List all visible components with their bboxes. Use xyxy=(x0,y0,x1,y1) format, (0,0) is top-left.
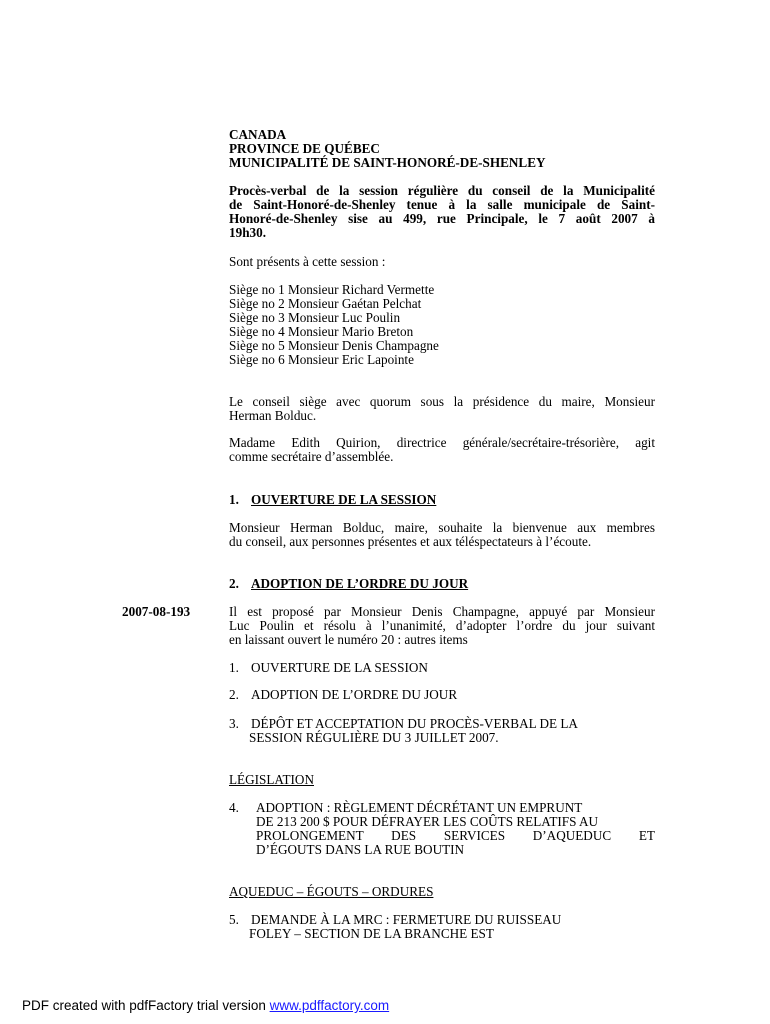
agenda-number: 2. xyxy=(229,687,239,702)
section-1-line: Monsieur Herman Bolduc, maire, souhaite la bienvenue aux membres xyxy=(229,520,655,535)
intro-line: Honoré-de-Shenley sise au 499, rue Principale, le 7 août 2007 à xyxy=(229,211,655,226)
agenda-number: 3. xyxy=(229,716,239,731)
agenda-number: 5. xyxy=(229,912,239,927)
quorum-line: Le conseil siège avec quorum sous la présidence du maire, Monsieur xyxy=(229,394,655,409)
agenda-label: FOLEY – SECTION DE LA BRANCHE EST xyxy=(249,926,494,941)
agenda-label: D’ÉGOUTS DANS LA RUE BOUTIN xyxy=(256,842,465,857)
siege-item: Siège no 2 Monsieur Gaétan Pelchat xyxy=(229,296,422,311)
section-2-heading xyxy=(229,577,655,591)
section-1-line: du conseil, aux personnes présentes et aux téléspectateurs à l’écoute. xyxy=(229,534,592,549)
intro-line: de Saint-Honoré-de-Shenley tenue à la salle municipale de Saint- xyxy=(229,197,655,212)
secretaire-line: Madame Edith Quirion, directrice générale/secrétaire-trésorière, agit xyxy=(229,435,655,450)
agenda-label: DEMANDE À LA MRC : FERMETURE DU RUISSEAU xyxy=(251,912,562,927)
intro-paragraph xyxy=(229,184,655,240)
agenda-label: SESSION RÉGULIÈRE DU 3 JUILLET 2007. xyxy=(249,730,499,745)
siege-item: Siège no 5 Monsieur Denis Champagne xyxy=(229,338,439,353)
header-country: CANADA xyxy=(229,127,287,142)
agenda-item-5 xyxy=(229,913,655,941)
section-title: OUVERTURE DE LA SESSION xyxy=(251,492,437,507)
intro-line: 19h30. xyxy=(229,225,267,240)
aqueduc-heading: AQUEDUC – ÉGOUTS – ORDURES xyxy=(229,884,434,899)
agenda-number: 1. xyxy=(229,660,239,675)
quorum-line: Herman Bolduc. xyxy=(229,408,317,423)
siege-item: Siège no 1 Monsieur Richard Vermette xyxy=(229,282,435,297)
footer-link[interactable]: www.pdffactory.com xyxy=(269,998,390,1013)
agenda-item-4 xyxy=(229,801,655,857)
header-province: PROVINCE DE QUÉBEC xyxy=(229,141,380,156)
section-2-line: Il est proposé par Monsieur Denis Champagne, appuyé par Monsieur xyxy=(229,604,655,619)
section-number: 2. xyxy=(229,576,239,591)
siege-item: Siège no 4 Monsieur Mario Breton xyxy=(229,324,414,339)
agenda-item-2 xyxy=(229,688,655,702)
resolution-number: 2007-08-193 xyxy=(122,604,191,619)
section-1-body xyxy=(229,521,655,549)
agenda-label: OUVERTURE DE LA SESSION xyxy=(251,660,428,675)
header-municipality: MUNICIPALITÉ DE SAINT-HONORÉ-DE-SHENLEY xyxy=(229,155,546,170)
section-2-line: Luc Poulin et résolu à l’unanimité, d’adopter l’ordre du jour suivant xyxy=(229,618,655,633)
quorum-paragraph xyxy=(229,395,655,423)
agenda-label: PROLONGEMENT DES SERVICES D’AQUEDUC ET xyxy=(256,828,655,843)
presents-label: Sont présents à cette session : xyxy=(229,254,386,269)
siege-list xyxy=(229,283,655,367)
footer-text: PDF created with pdfFactory trial version xyxy=(22,998,270,1013)
agenda-label: DÉPÔT ET ACCEPTATION DU PROCÈS-VERBAL DE LA xyxy=(251,716,578,731)
agenda-label: DE 213 200 $ POUR DÉFRAYER LES COÛTS RELATIFS AU xyxy=(256,814,599,829)
section-2-line: en laissant ouvert le numéro 20 : autres items xyxy=(229,632,468,647)
section-1-heading xyxy=(229,493,655,507)
legislation-heading: LÉGISLATION xyxy=(229,772,314,787)
pdf-footer xyxy=(22,999,389,1013)
agenda-label: ADOPTION : RÈGLEMENT DÉCRÉTANT UN EMPRUNT xyxy=(256,800,583,815)
siege-item: Siège no 3 Monsieur Luc Poulin xyxy=(229,310,401,325)
section-title: ADOPTION DE L’ORDRE DU JOUR xyxy=(251,576,469,591)
siege-item: Siège no 6 Monsieur Eric Lapointe xyxy=(229,352,414,367)
secretaire-line: comme secrétaire d’assemblée. xyxy=(229,449,394,464)
document-header xyxy=(229,128,655,170)
agenda-number: 4. xyxy=(229,800,239,815)
intro-line: Procès-verbal de la session régulière du conseil de la Municipalité xyxy=(229,183,655,198)
section-2-body xyxy=(229,605,655,647)
section-number: 1. xyxy=(229,492,239,507)
agenda-label: ADOPTION DE L’ORDRE DU JOUR xyxy=(251,687,458,702)
agenda-item-1 xyxy=(229,661,655,675)
agenda-item-3 xyxy=(229,717,655,745)
secretaire-paragraph xyxy=(229,436,655,464)
